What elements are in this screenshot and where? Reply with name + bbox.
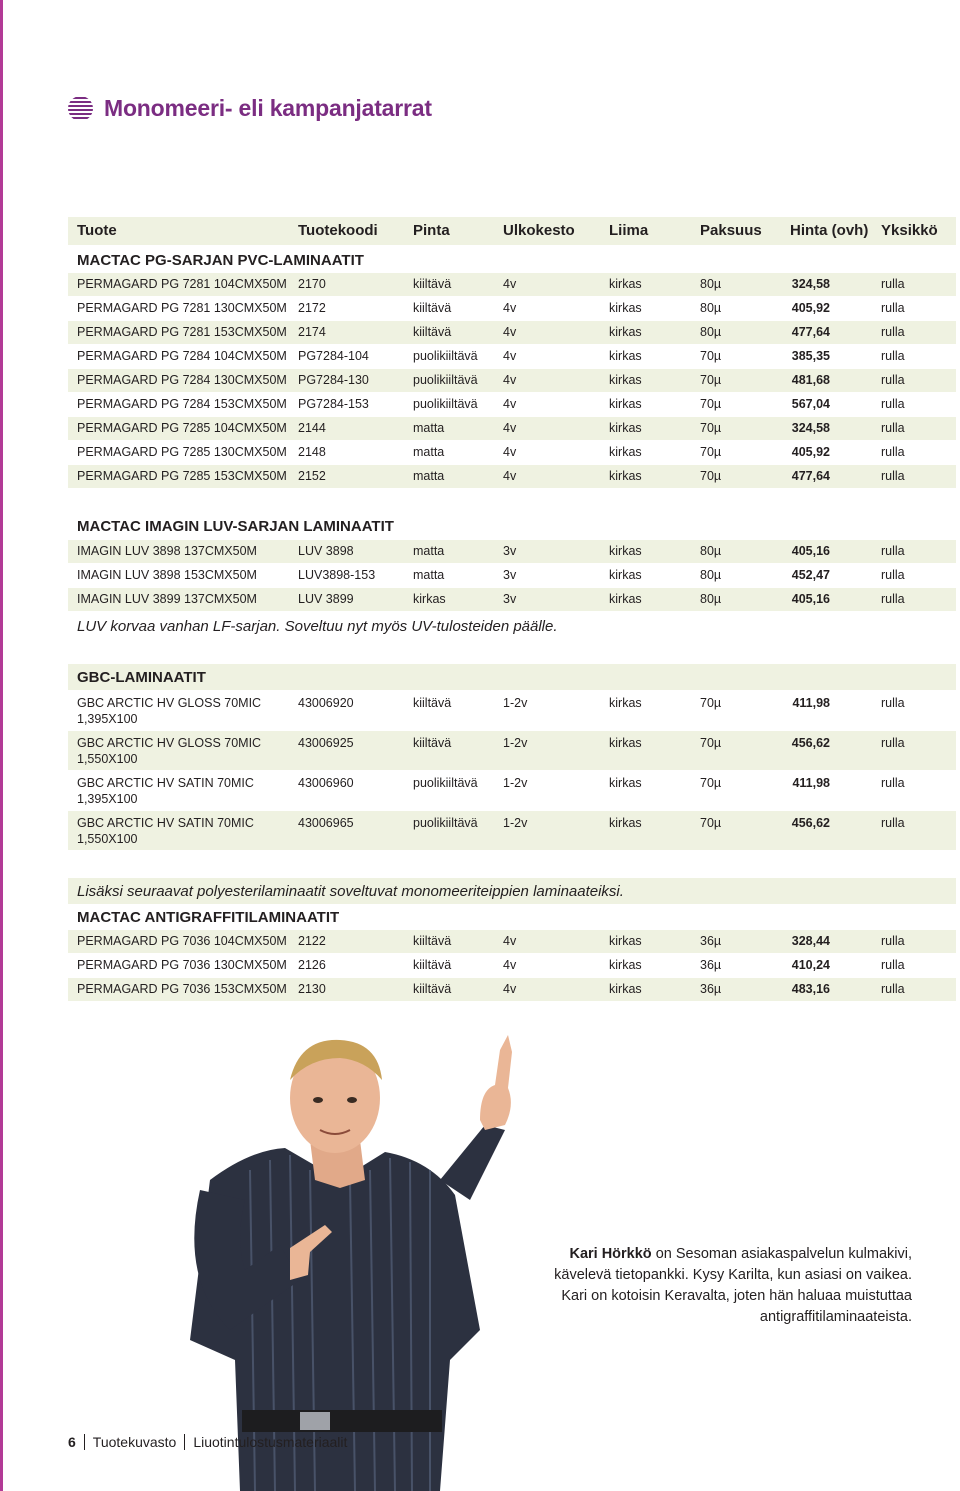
cell-price: 477,64	[791, 469, 830, 483]
header-product: Tuote	[77, 222, 117, 239]
cell-surface: puolikiiltävä	[413, 349, 478, 363]
cell-unit: rulla	[881, 421, 905, 435]
cell-thickness: 70µ	[700, 816, 722, 830]
cell-code: 43006965	[298, 816, 354, 830]
cell-durability: 3v	[503, 592, 517, 606]
cell-product: GBC ARCTIC HV GLOSS 70MIC 1,395X100	[77, 696, 262, 726]
cell-thickness: 70µ	[700, 421, 722, 435]
cell-thickness: 70µ	[700, 397, 722, 411]
cell-unit: rulla	[881, 445, 905, 459]
cell-adhesive: kirkas	[609, 736, 642, 750]
footer-section: Liuotintulostusmateriaalit	[193, 1434, 348, 1450]
cell-product: PERMAGARD PG 7285 130CMX50M	[77, 445, 287, 459]
cell-product: PERMAGARD PG 7036 130CMX50M	[77, 958, 287, 972]
cell-thickness: 70µ	[700, 696, 722, 710]
cell-adhesive: kirkas	[609, 816, 642, 830]
header-adhesive: Liima	[609, 222, 649, 239]
section-title-row	[68, 664, 956, 690]
cell-thickness: 36µ	[700, 934, 722, 948]
page-number: 6	[68, 1434, 76, 1450]
cell-product: PERMAGARD PG 7285 104CMX50M	[77, 421, 287, 435]
cell-surface: puolikiiltävä	[413, 397, 478, 411]
table-row	[68, 441, 956, 464]
cell-price: 456,62	[791, 736, 830, 750]
cell-thickness: 70µ	[700, 349, 722, 363]
cell-adhesive: kirkas	[609, 325, 642, 339]
cell-durability: 4v	[503, 934, 517, 948]
cell-surface: kiiltävä	[413, 982, 452, 996]
page-header	[68, 92, 432, 124]
cell-thickness: 80µ	[700, 277, 722, 291]
cell-price: 328,44	[791, 934, 830, 948]
cell-adhesive: kirkas	[609, 277, 642, 291]
cell-product: GBC ARCTIC HV GLOSS 70MIC 1,550X100	[77, 736, 262, 766]
cell-product: PERMAGARD PG 7284 130CMX50M	[77, 373, 287, 387]
cell-durability: 3v	[503, 568, 517, 582]
header-durability: Ulkokesto	[503, 222, 575, 239]
cell-price: 324,58	[791, 421, 830, 435]
cell-unit: rulla	[881, 397, 905, 411]
footer-catalog: Tuotekuvasto	[92, 1434, 177, 1450]
cell-durability: 4v	[503, 958, 517, 972]
table-row	[68, 417, 956, 440]
cell-code: 2172	[298, 301, 326, 315]
cell-unit: rulla	[881, 776, 905, 790]
cell-durability: 4v	[503, 397, 517, 411]
cell-surface: matta	[413, 544, 445, 558]
section-title: MACTAC PG-SARJAN PVC-LAMINAATIT	[77, 252, 364, 269]
header-unit: Yksikkö	[881, 222, 938, 239]
cell-surface: matta	[413, 568, 445, 582]
caption-text: on Sesoman asiakaspalvelun kulmakivi, kävelevä tietopankki. Kysy Karilta, kun asiasi on vaikea. Kari on kotoisin Keravalta, joten hän haluaa muistuttaa antigraffitilaminaateista.	[554, 1246, 912, 1325]
cell-code: 43006920	[298, 696, 354, 710]
cell-thickness: 70µ	[700, 776, 722, 790]
header-code: Tuotekoodi	[298, 222, 378, 239]
cell-adhesive: kirkas	[609, 568, 642, 582]
table-row	[68, 564, 956, 587]
cell-durability: 4v	[503, 445, 517, 459]
striped-circle-icon	[68, 96, 93, 121]
cell-unit: rulla	[881, 736, 905, 750]
table-row	[68, 465, 956, 488]
cell-thickness: 36µ	[700, 982, 722, 996]
cell-adhesive: kirkas	[609, 469, 642, 483]
table-row	[68, 345, 956, 368]
page-title: Monomeeri- eli kampanjatarrat	[104, 94, 432, 121]
table-row	[68, 297, 956, 320]
cell-product: PERMAGARD PG 7281 104CMX50M	[77, 277, 287, 291]
cell-code: 2130	[298, 982, 326, 996]
cell-surface: puolikiiltävä	[413, 816, 478, 830]
cell-product: PERMAGARD PG 7036 153CMX50M	[77, 982, 287, 996]
cell-unit: rulla	[881, 544, 905, 558]
cell-thickness: 80µ	[700, 568, 722, 582]
table-row	[68, 930, 956, 953]
table-row	[68, 369, 956, 392]
section-note: LUV korvaa vanhan LF-sarjan. Soveltuu nyt myös UV-tulosteiden päälle.	[77, 618, 558, 635]
caption-name: Kari Hörkkö	[569, 1246, 652, 1262]
cell-code: 2122	[298, 934, 326, 948]
cell-code: PG7284-153	[298, 397, 369, 411]
cell-adhesive: kirkas	[609, 421, 642, 435]
cell-price: 405,16	[791, 544, 830, 558]
cell-unit: rulla	[881, 469, 905, 483]
page-edge-line	[0, 0, 3, 1491]
cell-unit: rulla	[881, 373, 905, 387]
section-note-row	[68, 613, 956, 639]
cell-code: 2174	[298, 325, 326, 339]
cell-unit: rulla	[881, 816, 905, 830]
table-row	[68, 731, 956, 770]
cell-code: PG7284-130	[298, 373, 369, 387]
table-row	[68, 811, 956, 850]
cell-adhesive: kirkas	[609, 445, 642, 459]
section-title: GBC-LAMINAATIT	[77, 669, 206, 686]
cell-price: 483,16	[791, 982, 830, 996]
footer-separator	[184, 1434, 185, 1450]
table-header	[68, 217, 956, 245]
table-row	[68, 540, 956, 563]
cell-price: 567,04	[791, 397, 830, 411]
cell-durability: 1-2v	[503, 696, 528, 710]
cell-product: PERMAGARD PG 7036 104CMX50M	[77, 934, 287, 948]
cell-thickness: 80µ	[700, 592, 722, 606]
cell-price: 411,98	[792, 776, 830, 790]
table-row	[68, 771, 956, 810]
table-row	[68, 978, 956, 1001]
cell-durability: 4v	[503, 982, 517, 996]
cell-thickness: 80µ	[700, 544, 722, 558]
cell-price: 405,16	[791, 592, 830, 606]
cell-adhesive: kirkas	[609, 982, 642, 996]
person-photo	[150, 1030, 570, 1491]
cell-durability: 4v	[503, 325, 517, 339]
cell-product: GBC ARCTIC HV SATIN 70MIC 1,395X100	[77, 776, 254, 806]
cell-product: PERMAGARD PG 7285 153CMX50M	[77, 469, 287, 483]
header-price: Hinta (ovh)	[790, 222, 869, 239]
cell-code: 2148	[298, 445, 326, 459]
cell-thickness: 70µ	[700, 445, 722, 459]
cell-unit: rulla	[881, 349, 905, 363]
cell-code: LUV3898-153	[298, 568, 376, 582]
cell-unit: rulla	[881, 934, 905, 948]
cell-price: 411,98	[792, 696, 830, 710]
cell-surface: kiiltävä	[413, 301, 452, 315]
section-intro-row	[68, 878, 956, 904]
cell-durability: 4v	[503, 277, 517, 291]
footer-separator	[84, 1434, 85, 1450]
cell-thickness: 36µ	[700, 958, 722, 972]
cell-surface: kiiltävä	[413, 736, 452, 750]
cell-durability: 4v	[503, 349, 517, 363]
cell-thickness: 70µ	[700, 736, 722, 750]
cell-product: PERMAGARD PG 7284 153CMX50M	[77, 397, 287, 411]
cell-price: 452,47	[791, 568, 830, 582]
cell-surface: kiiltävä	[413, 958, 452, 972]
section-title: MACTAC IMAGIN LUV-SARJAN LAMINAATIT	[77, 518, 394, 535]
cell-price: 405,92	[791, 301, 830, 315]
cell-adhesive: kirkas	[609, 696, 642, 710]
cell-adhesive: kirkas	[609, 373, 642, 387]
cell-code: 2152	[298, 469, 326, 483]
cell-durability: 4v	[503, 373, 517, 387]
cell-code: 43006925	[298, 736, 354, 750]
table-row	[68, 393, 956, 416]
header-thickness: Paksuus	[700, 222, 762, 239]
cell-unit: rulla	[881, 958, 905, 972]
cell-adhesive: kirkas	[609, 934, 642, 948]
cell-product: IMAGIN LUV 3899 137CMX50M	[77, 592, 257, 606]
cell-unit: rulla	[881, 568, 905, 582]
cell-unit: rulla	[881, 277, 905, 291]
cell-adhesive: kirkas	[609, 397, 642, 411]
cell-durability: 4v	[503, 469, 517, 483]
cell-durability: 3v	[503, 544, 517, 558]
cell-surface: kirkas	[413, 592, 446, 606]
page-footer	[68, 1434, 347, 1450]
cell-price: 405,92	[791, 445, 830, 459]
cell-product: IMAGIN LUV 3898 137CMX50M	[77, 544, 257, 558]
cell-price: 456,62	[791, 816, 830, 830]
cell-adhesive: kirkas	[609, 301, 642, 315]
table-row	[68, 954, 956, 977]
cell-surface: matta	[413, 445, 445, 459]
photo-caption	[532, 1244, 912, 1328]
cell-surface: kiiltävä	[413, 934, 452, 948]
section-intro: Lisäksi seuraavat polyesterilaminaatit soveltuvat monomeeriteippien laminaateiksi.	[77, 883, 624, 900]
cell-price: 477,64	[791, 325, 830, 339]
cell-durability: 1-2v	[503, 776, 528, 790]
cell-product: PERMAGARD PG 7281 153CMX50M	[77, 325, 287, 339]
cell-surface: kiiltävä	[413, 277, 452, 291]
cell-code: LUV 3899	[298, 592, 354, 606]
section-title: MACTAC ANTIGRAFFITILAMINAATIT	[77, 909, 340, 926]
cell-surface: matta	[413, 421, 445, 435]
cell-price: 410,24	[791, 958, 830, 972]
cell-code: 2144	[298, 421, 326, 435]
cell-thickness: 80µ	[700, 301, 722, 315]
cell-unit: rulla	[881, 592, 905, 606]
cell-code: LUV 3898	[298, 544, 354, 558]
cell-adhesive: kirkas	[609, 958, 642, 972]
table-row	[68, 691, 956, 730]
cell-product: GBC ARCTIC HV SATIN 70MIC 1,550X100	[77, 816, 254, 846]
section-title-row	[68, 905, 956, 929]
cell-adhesive: kirkas	[609, 776, 642, 790]
cell-adhesive: kirkas	[609, 592, 642, 606]
cell-price: 324,58	[791, 277, 830, 291]
header-surface: Pinta	[413, 222, 450, 239]
cell-durability: 4v	[503, 421, 517, 435]
cell-code: 2126	[298, 958, 326, 972]
cell-thickness: 70µ	[700, 469, 722, 483]
cell-surface: kiiltävä	[413, 696, 452, 710]
section-title-row	[68, 514, 956, 538]
cell-surface: puolikiiltävä	[413, 373, 478, 387]
cell-adhesive: kirkas	[609, 544, 642, 558]
cell-unit: rulla	[881, 301, 905, 315]
cell-code: PG7284-104	[298, 349, 369, 363]
table-row	[68, 273, 956, 296]
cell-thickness: 70µ	[700, 373, 722, 387]
cell-thickness: 80µ	[700, 325, 722, 339]
cell-surface: matta	[413, 469, 445, 483]
cell-price: 385,35	[791, 349, 830, 363]
cell-surface: puolikiiltävä	[413, 776, 478, 790]
cell-durability: 1-2v	[503, 736, 528, 750]
cell-adhesive: kirkas	[609, 349, 642, 363]
cell-product: PERMAGARD PG 7284 104CMX50M	[77, 349, 287, 363]
cell-product: PERMAGARD PG 7281 130CMX50M	[77, 301, 287, 315]
cell-product: IMAGIN LUV 3898 153CMX50M	[77, 568, 257, 582]
cell-code: 43006960	[298, 776, 354, 790]
cell-code: 2170	[298, 277, 326, 291]
cell-surface: kiiltävä	[413, 325, 452, 339]
section-title-row	[68, 248, 956, 272]
cell-durability: 4v	[503, 301, 517, 315]
cell-durability: 1-2v	[503, 816, 528, 830]
table-row	[68, 321, 956, 344]
table-row	[68, 588, 956, 611]
cell-unit: rulla	[881, 982, 905, 996]
cell-unit: rulla	[881, 696, 905, 710]
cell-unit: rulla	[881, 325, 905, 339]
cell-price: 481,68	[791, 373, 830, 387]
